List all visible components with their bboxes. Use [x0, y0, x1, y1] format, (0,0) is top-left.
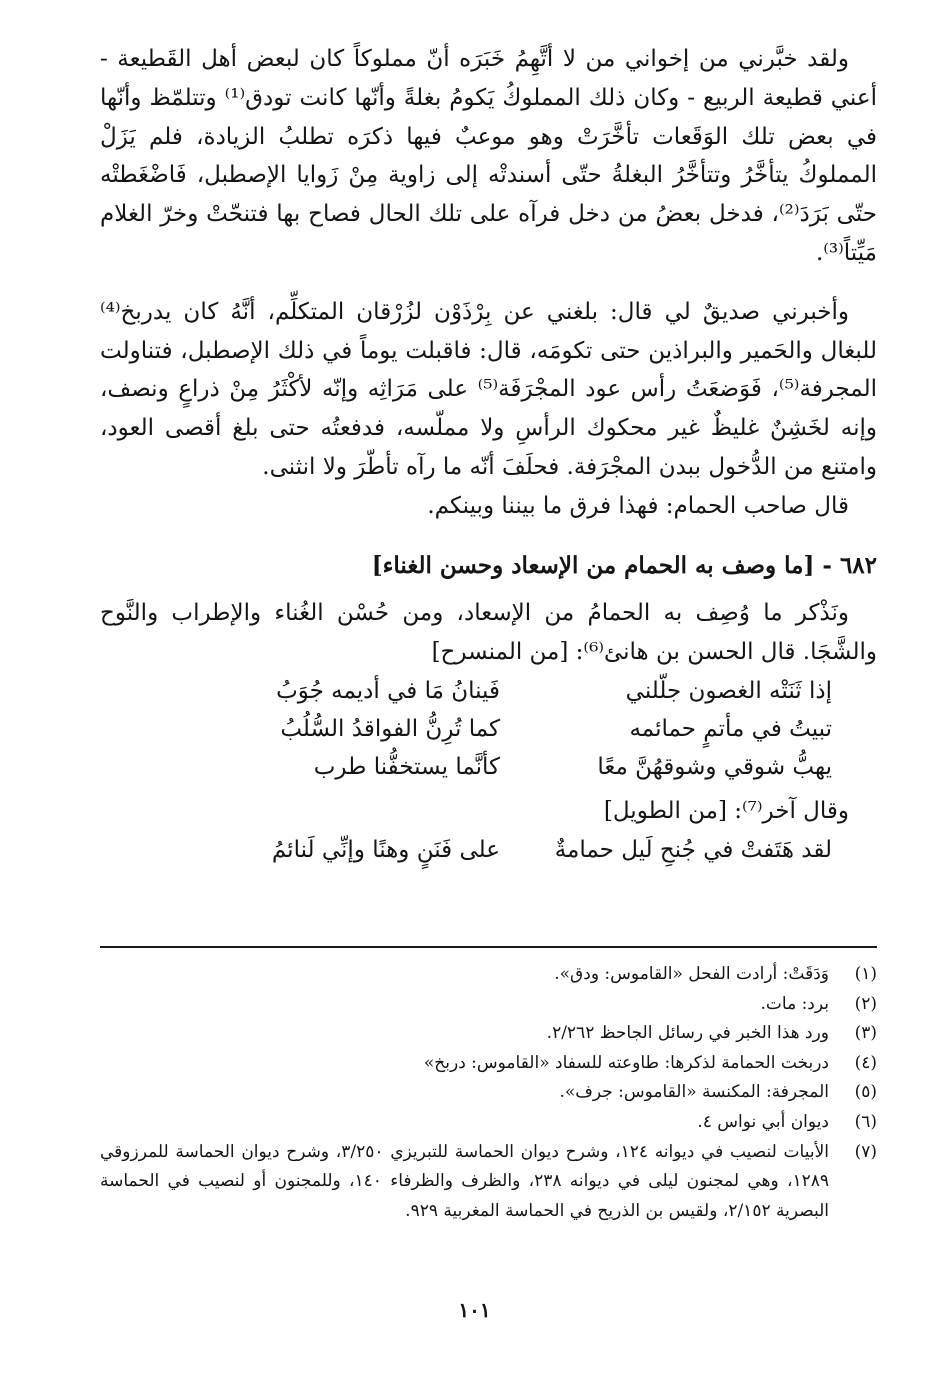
verse-line [100, 672, 877, 710]
footnote-number: (٥) [854, 1082, 877, 1103]
footnote-text: وَدَقَتْ: أرادت الفحل «القاموس: ودق». [554, 964, 829, 984]
footnotes [100, 960, 877, 1226]
footnote-text: الأبيات لنصيب في ديوانه ١٢٤، وشرح ديوان الحماسة للتبريزي ٣/٢٥٠، وشرح ديوان الحماسة للمرزوقي ١٢٨٩، وهي لمجنون ليلى في ديوانه ٢٣٨، والظرف والظرفاء ١٤٠، وللمجنون أو لنصيب في الحماسة البصرية ٢/١٥٢، ولقيس بن الذريح في الحماسة المغربية ٩٢٩. [100, 1141, 829, 1221]
intro-paragraph-2: وقال آخر⁽⁷⁾: [من الطويل] [603, 797, 849, 824]
verse-first-hemistich: إذا ثَنَتْه الغصون جلّلني [625, 677, 832, 704]
verse-second-hemistich: على فَنَنٍ وهنًا وإنِّي لَنائمُ [271, 836, 500, 863]
footnote-text: ديوان أبي نواس ٤. [697, 1111, 829, 1132]
footnote-number: (٧) [854, 1141, 877, 1162]
footnote-text: برد: مات. [760, 993, 829, 1014]
footnote-number: (٦) [854, 1111, 877, 1132]
verse-first-hemistich: يهبُّ شوقي وشوقهُنَّ معًا [597, 753, 832, 780]
footnote [100, 1108, 877, 1138]
section-heading: ٦٨٢ - [ما وصف به الحمام من الإسعاد وحسن الغناء] [371, 551, 877, 579]
footnote [100, 1019, 877, 1049]
footnote-number: (٤) [854, 1052, 877, 1073]
verse-first-hemistich: لقد هَتَفتْ في جُنحِ لَيل حمامةٌ [554, 836, 832, 863]
verse-second-hemistich: كما تُرِنُّ الفواقدُ السُّلُبُ [280, 715, 500, 742]
footnote-text: ورد هذا الخبر في رسائل الجاحظ ٢/٢٦٢. [546, 1023, 829, 1044]
verse-first-hemistich: تبيتُ في مأتمٍ حمائمه [629, 715, 832, 742]
footnote-separator [100, 946, 877, 948]
verse-line [100, 831, 877, 869]
footnote [100, 1049, 877, 1079]
verse-line [100, 710, 877, 748]
paragraph-3: قال صاحب الحمام: فهذا فرق ما بيننا وبينكم. [427, 492, 849, 519]
footnote [100, 990, 877, 1020]
intro-paragraph: ونَذْكر ما وُصِف به الحمامُ من الإسعاد، ومن حُسْن الغُناء والإطراب والنَّوح والشَّجَا. قال الحسن بن هانئ⁽⁶⁾: [من المنسرح] [100, 600, 877, 666]
paragraph-1: ولقد خبَّرني من إخواني من لا أتَّهِمُ خَبَرَه أنّ مملوكاً كان لبعض أهل القَطيعة - أعني قطيعة الربيع - وكان ذلك المملوكُ يَكومُ بغلةً وأنّها كانت تودق⁽¹⁾ وتتلمّظ وأنّها في بعض تلك الوَقَعات تأخَّرَتْ وهو موعبٌ فيها ذكرَه تطلبُ الزيادة، فلم يَزَلْ المملوكُ يتأخَّرُ وتتأخَّرُ البغلةُ حتّى أسندتْه إلى زاوية مِنْ زَوايا الإصطبل، فَاضْغَطتْه حتّى بَرَدَ⁽²⁾، فدخل بعضُ من دخل فرآه على تلك الحال فصاح بها فتنحّتْ وخرّ الغلام مَيِّتاً⁽³⁾. [100, 46, 878, 266]
poem-1 [100, 672, 877, 786]
paragraph-2: وأخبرني صديقٌ لي قال: بلغني عن بِرْذَوْن لزُرْقان المتكلِّم، أنَّهُ كان يدربخ⁽⁴⁾ للبغال والحَمير والبراذين حتى تكومَه، قال: فاقبلت يوماً في ذلك الإصطبل، فتناولت المجرفة⁽⁵⁾، فَوَضعَتُ رأس عود المجْرَفَة⁽⁵⁾ على مَرَاثِه وإنّه لأكْثَرُ مِنْ ذراعٍ ونصف، وإنه لخَشِنٌ غليظٌ غير محكوك الرأسِ ولا مملّسه، فدفعتُه حتى بلغ أقصى العود، وامتنع من الدُّخول ببدن المجْرَفة. فحلَفَ أنّه ما رآه تأطّرَ ولا انثنى. [100, 298, 878, 480]
page-number: ١٠١ [458, 1298, 491, 1322]
verse-second-hemistich: كأنَّما يستخفُّنا طرب [313, 753, 500, 780]
footnote [100, 1138, 877, 1227]
main-text [100, 40, 877, 869]
poem-2 [100, 831, 877, 869]
footnote [100, 960, 877, 990]
footnote-number: (٢) [854, 993, 877, 1014]
footnote-text: دربخت الحمامة لذكرها: طاوعته للسفاد «القاموس: دربخ» [423, 1052, 829, 1073]
footnote-number: (٣) [854, 1023, 877, 1044]
verse-second-hemistich: فَينانُ مَا في أديمه جُوَبُ [276, 677, 500, 704]
footnote-text: المجرفة: المكنسة «القاموس: جرف». [559, 1082, 829, 1103]
footnote-number: (١) [854, 964, 877, 984]
footnote [100, 1078, 877, 1108]
verse-line [100, 748, 877, 786]
